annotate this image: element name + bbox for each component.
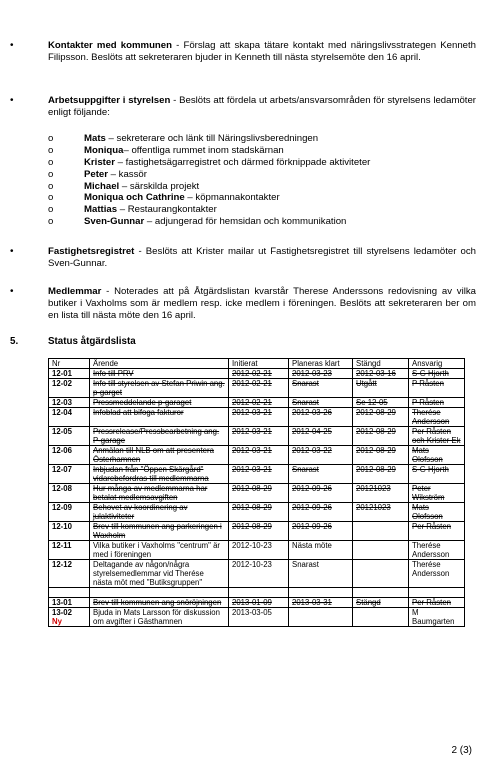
- table-cell-nr: 12-01: [49, 369, 90, 379]
- bullet-marker: •: [10, 95, 14, 106]
- table-cell-stangd: Utgått: [353, 379, 409, 398]
- table-cell: [353, 588, 409, 598]
- table-cell-nr: 12-03: [49, 398, 90, 408]
- table-cell-planeras: 2012-09-26: [289, 503, 353, 522]
- action-list-table: [48, 358, 465, 627]
- bullet-text: - Beslöts att Krister mailar ut Fastighetsregistret till styrelsens ledamöter och Sven-Gunnar.: [48, 246, 476, 269]
- table-cell-nr: 12-06: [49, 446, 90, 465]
- responsibility-list: [48, 133, 468, 228]
- bullet-marker: •: [10, 286, 14, 297]
- table-cell-initierat: 2012-02-21: [229, 398, 289, 408]
- table-cell-planeras: 2012-03-22: [289, 446, 353, 465]
- table-row: [49, 408, 465, 427]
- table-header-row: [49, 359, 465, 369]
- table-cell-planeras: 2012-09-26: [289, 522, 353, 541]
- table-row: [49, 541, 465, 560]
- table-cell-stangd: 2012-08-29: [353, 408, 409, 427]
- table-cell-ansvarig: Peter Wikström: [409, 484, 465, 503]
- table-cell-stangd: 20121023: [353, 503, 409, 522]
- bullet-text: - Förslag att skapa tätare kontakt med näringslivsstrategen Kenneth Filipsson. Beslöts att sekreteraren bjuder in Kenneth till nästa styrelsemöte den 16 april.: [48, 40, 476, 63]
- table-cell-ansvarig: P Råsten: [409, 398, 465, 408]
- table-cell-arende: Infoblad att bifoga fakturor: [90, 408, 229, 427]
- table-cell-nr: 13-02 Ny: [49, 608, 90, 627]
- table-cell: [289, 588, 353, 598]
- bullet-fastighetsregistret: [10, 246, 476, 270]
- table-cell-stangd: [353, 541, 409, 560]
- table-row: [49, 465, 465, 484]
- table-cell-nr: 12-08: [49, 484, 90, 503]
- list-item: o Moniqua och Cathrine – köpmannakontakter: [48, 192, 280, 204]
- table-cell-initierat: 2012-08-29: [229, 503, 289, 522]
- table-row: [49, 608, 465, 627]
- table-cell-stangd: Se 12-05: [353, 398, 409, 408]
- bullet-lead: Medlemmar: [48, 286, 102, 297]
- table-cell-stangd: 2012-08-29: [353, 427, 409, 446]
- table-cell-initierat: 2012-08-29: [229, 522, 289, 541]
- table-cell-arende: Brev till kommunen ang parkeringen i Waxholm: [90, 522, 229, 541]
- table-cell-stangd: 2012-03-16: [353, 369, 409, 379]
- table-row: [49, 398, 465, 408]
- table-cell-stangd: 2012-08-29: [353, 446, 409, 465]
- table-cell-nr: 12-11: [49, 541, 90, 560]
- bullet-lead: Fastighetsregistret: [48, 246, 135, 257]
- list-item: o Mats – sekreterare och länk till Näringslivsberedningen: [48, 133, 319, 144]
- table-cell-initierat: 2012-02-21: [229, 379, 289, 398]
- table-cell-initierat: 2012-10-23: [229, 541, 289, 560]
- table-cell-initierat: 2012-03-21: [229, 408, 289, 427]
- column-header: Stängd: [353, 359, 409, 369]
- table-cell-initierat: 2013-01-09: [229, 598, 289, 608]
- list-item: o Mattias – Restaurangkontakter: [48, 204, 217, 216]
- table-cell-nr: 12-09: [49, 503, 90, 522]
- table-cell: [409, 588, 465, 598]
- table-cell-ansvarig: Therése Andersson: [409, 560, 465, 588]
- table-cell-planeras: 2012-03-26: [289, 408, 353, 427]
- table-row: [49, 484, 465, 503]
- table-cell-nr: 13-01: [49, 598, 90, 608]
- bullet-lead: Kontakter med kommunen: [48, 40, 172, 51]
- table-row: [49, 522, 465, 541]
- table-cell-stangd: Stängd: [353, 598, 409, 608]
- table-cell-planeras: Snarast: [289, 379, 353, 398]
- table-cell-planeras: 2012-03-23: [289, 369, 353, 379]
- table-cell-ansvarig: Therése Andersson: [409, 408, 465, 427]
- table-cell-stangd: 20121023: [353, 484, 409, 503]
- table-cell-initierat: 2012-02-21: [229, 369, 289, 379]
- bullet-kontakter: [10, 40, 476, 64]
- list-item: o Michael – särskilda projekt: [48, 180, 200, 192]
- table-row: [49, 598, 465, 608]
- column-header: Planeras klart: [289, 359, 353, 369]
- table-cell: [49, 588, 90, 598]
- table-row: [49, 427, 465, 446]
- table-cell-nr: 12-02: [49, 379, 90, 398]
- table-cell-ansvarig: Therése Andersson: [409, 541, 465, 560]
- list-item: o Peter – kassör: [48, 168, 147, 180]
- table-cell-ansvarig: Per Råsten: [409, 522, 465, 541]
- bullet-arbetsuppgifter: [10, 95, 476, 119]
- bullet-text: - Noterades att på Åtgärdslistan kvarstår Therese Anderssons redovisning av vilka butiker i Vaxholms som är medlem resp. icke medlem i föreningen. Beslöts att sekreteraren ber om en lista till nästa möte den 16 april.: [48, 286, 476, 321]
- table-cell-ansvarig: Per Råsten: [409, 598, 465, 608]
- section-number: 5.: [10, 336, 19, 347]
- table-cell-stangd: [353, 560, 409, 588]
- table-cell-ansvarig: P Råsten: [409, 379, 465, 398]
- bullet-marker: •: [10, 40, 14, 51]
- new-badge: Ny: [52, 617, 62, 626]
- table-cell-initierat: 2012-08-29: [229, 484, 289, 503]
- table-row: [49, 379, 465, 398]
- table-cell-ansvarig: M Baumgarten: [409, 608, 465, 627]
- table-cell-ansvarig: Mats Olofsson: [409, 446, 465, 465]
- section-title: Status åtgärdslista: [48, 336, 136, 347]
- table-cell-arende: Inbjudan från "Öppen Skärgård" vidarebefordras till medlemmarna: [90, 465, 229, 484]
- table-cell-arende: Pressmeddelande p-garaget: [90, 398, 229, 408]
- table-cell-arende: Info till styrelsen av Stefan Priwin ang. p-garget: [90, 379, 229, 398]
- table-cell-arende: Bjuda in Mats Larsson för diskussion om avgifter i Gästhamnen: [90, 608, 229, 627]
- bullet-medlemmar: [10, 286, 476, 322]
- table-cell-planeras: 2012-04-25: [289, 427, 353, 446]
- table-cell-arende: Deltagande av någon/några styrelsemedlemmar vid Therése nästa möt med "Butiksgruppen": [90, 560, 229, 588]
- table-cell-ansvarig: Mats Olofsson: [409, 503, 465, 522]
- table-row: [49, 560, 465, 588]
- table-cell-ansvarig: S-G Hjorth: [409, 369, 465, 379]
- table-cell-nr: 12-05: [49, 427, 90, 446]
- table-cell-planeras: 2012-09-26: [289, 484, 353, 503]
- table-cell: [229, 588, 289, 598]
- table-cell-planeras: Snarast: [289, 398, 353, 408]
- column-header: Ärende: [90, 359, 229, 369]
- table-row: [49, 503, 465, 522]
- table-cell-nr: 12-04: [49, 408, 90, 427]
- column-header: Initierat: [229, 359, 289, 369]
- table-cell: [90, 588, 229, 598]
- table-cell-arende: Info till PRV: [90, 369, 229, 379]
- table-cell-planeras: Snarast: [289, 560, 353, 588]
- table-cell-initierat: 2012-10-23: [229, 560, 289, 588]
- table-row-blank: [49, 588, 465, 598]
- table-cell-initierat: 2012-03-21: [229, 427, 289, 446]
- list-item: o Krister – fastighetsägarregistret och därmed förknippade aktiviteter: [48, 156, 371, 168]
- bullet-lead: Arbetsuppgifter i styrelsen: [48, 95, 171, 106]
- bullet-marker: •: [10, 246, 14, 257]
- table-row: [49, 446, 465, 465]
- table-cell-stangd: 2012-08-29: [353, 465, 409, 484]
- table-cell-planeras: 2013-03-31: [289, 598, 353, 608]
- table-cell-planeras: Nästa möte: [289, 541, 353, 560]
- table-row: [49, 369, 465, 379]
- table-cell-arende: Anmälan till NLB om att presentera Österhamnen: [90, 446, 229, 465]
- table-cell-nr: 12-07: [49, 465, 90, 484]
- table-cell-nr: 12-12: [49, 560, 90, 588]
- column-header: Nr: [49, 359, 90, 369]
- table-cell-arende: Hur många av medlemmarna har betalat medlemsavgiften: [90, 484, 229, 503]
- table-cell-arende: Brev till kommunen ang snöröjningen: [90, 598, 229, 608]
- column-header: Ansvarig: [409, 359, 465, 369]
- table-cell-initierat: 2012-03-21: [229, 465, 289, 484]
- table-cell-arende: Behovet av koordinering av julaktiviteter: [90, 503, 229, 522]
- table-cell-stangd: [353, 608, 409, 627]
- page-number: 2 (3): [451, 745, 472, 756]
- table-cell-planeras: [289, 608, 353, 627]
- table-cell-ansvarig: Per Råsten och Krister Ek: [409, 427, 465, 446]
- table-cell-planeras: Snarast: [289, 465, 353, 484]
- table-cell-nr: 12-10: [49, 522, 90, 541]
- bullet-text: - Beslöts att fördela ut arbets/ansvarsområden för styrelsens ledamöter enligt följande:: [48, 95, 476, 118]
- list-item: o Moniqua– offentliga rummet inom stadskärnan: [48, 144, 284, 156]
- table-cell-arende: Vilka butiker i Vaxholms "centrum" är med i föreningen: [90, 541, 229, 560]
- table-cell-initierat: 2012-03-21: [229, 446, 289, 465]
- table-cell-ansvarig: S-G Hjorth: [409, 465, 465, 484]
- table-cell-stangd: [353, 522, 409, 541]
- list-item: o Sven-Gunnar – adjungerad för hemsidan och kommunikation: [48, 216, 347, 228]
- table-cell-arende: Pressrelease/Pressbearbetning ang. P-garage: [90, 427, 229, 446]
- table-cell-initierat: 2013-03-05: [229, 608, 289, 627]
